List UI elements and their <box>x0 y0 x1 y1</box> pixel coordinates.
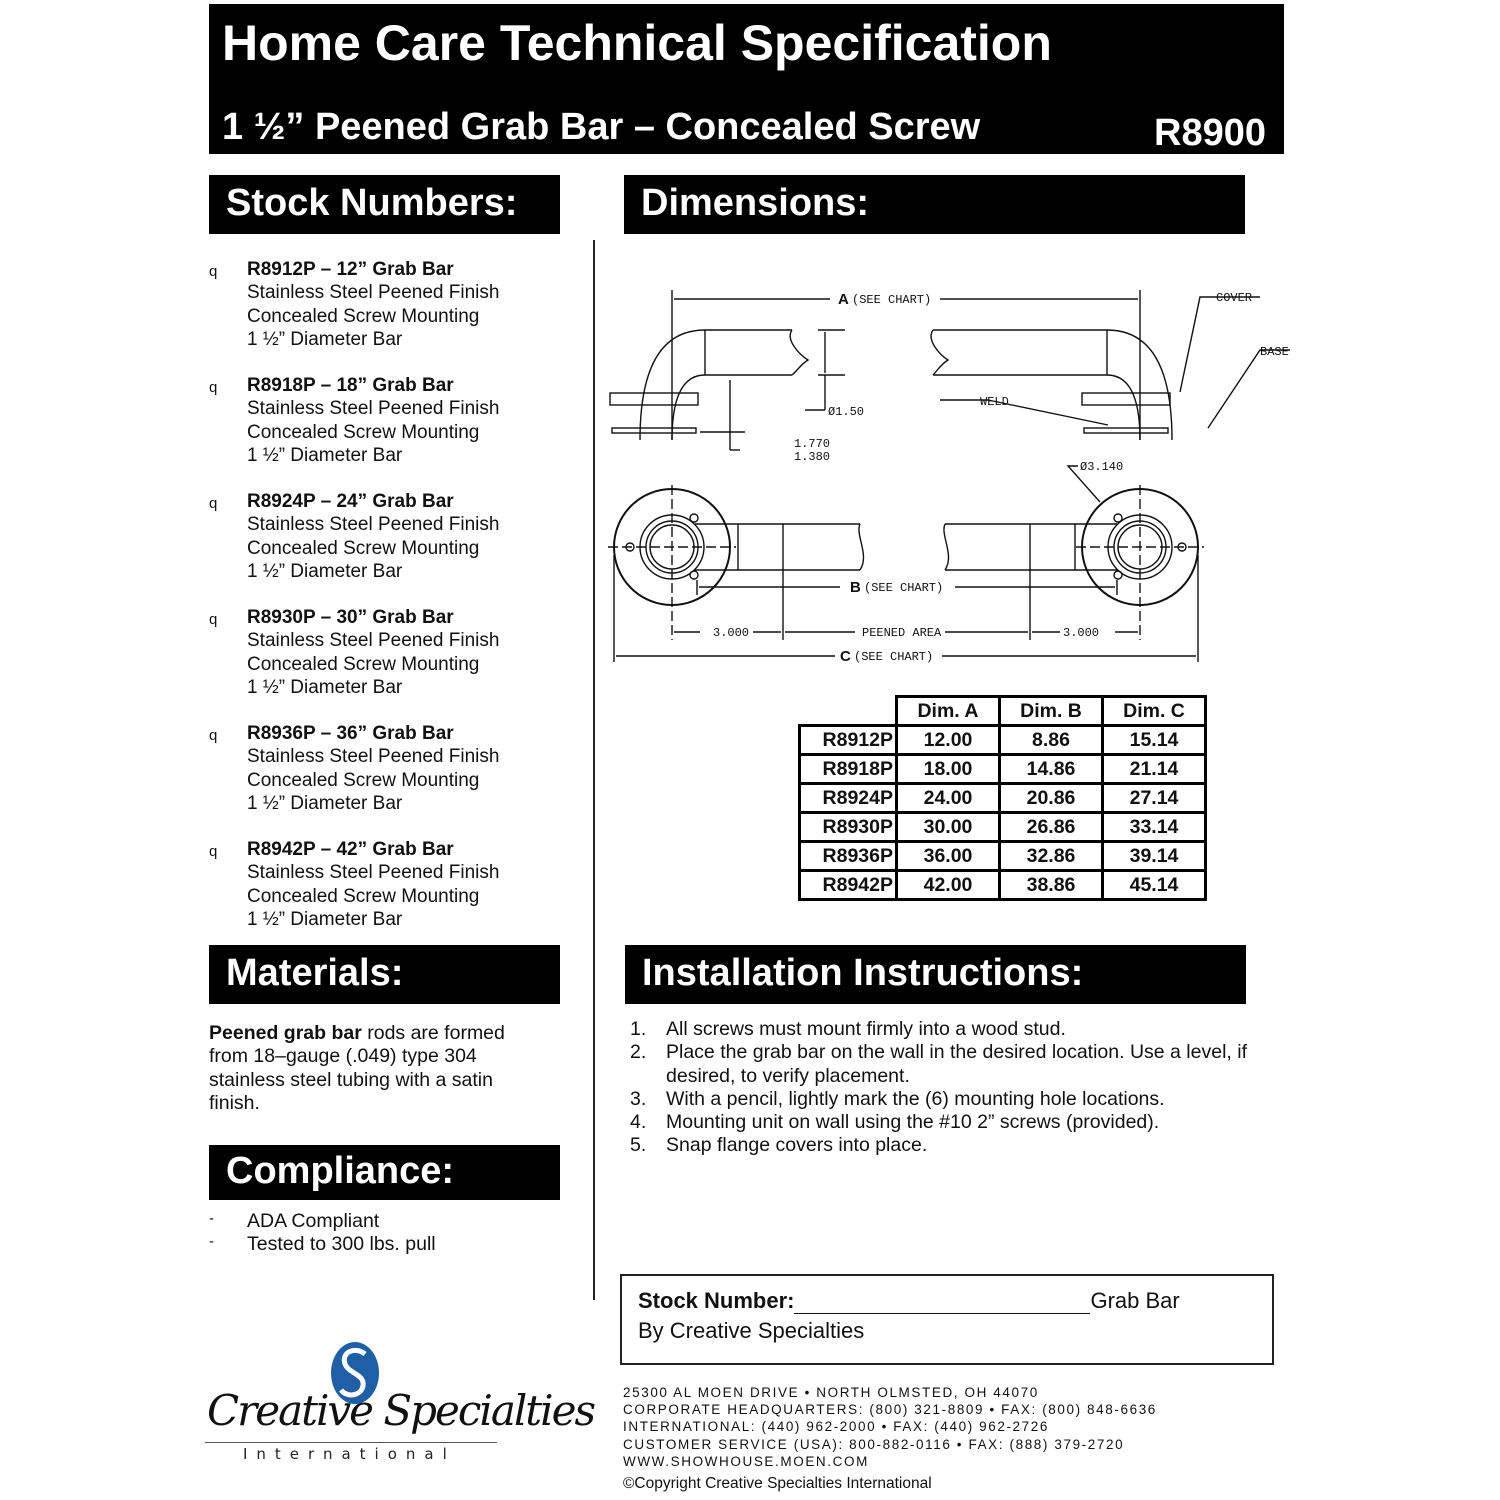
cell-dim-c: 27.14 <box>1103 784 1206 813</box>
website-link[interactable]: WWW.SHOWHOUSE.MOEN.COM <box>623 1453 869 1469</box>
cell-dim-a: 42.00 <box>897 871 1000 900</box>
dash-marker: - <box>209 1210 214 1227</box>
label-see-chart-b: (SEE CHART) <box>864 581 944 595</box>
step-text: Place the grab bar on the wall in the desired location. Use a level, if desired, to verify placement. <box>666 1041 1248 1087</box>
section-header-installation <box>625 945 1246 1004</box>
instruction-step <box>630 1111 1290 1134</box>
logo-rule <box>205 1442 497 1443</box>
materials-text: rods are formed from 18–gauge (.049) type 304 stainless steel tubing with a satin finish. <box>209 1022 505 1114</box>
stock-item-line: Stainless Steel Peened Finish <box>247 746 500 768</box>
step-number: 3. <box>630 1087 647 1110</box>
cell-dim-c: 39.14 <box>1103 842 1206 871</box>
cell-dim-a: 36.00 <box>897 842 1000 871</box>
stock-item-line: Stainless Steel Peened Finish <box>247 630 500 652</box>
step-text: With a pencil, lightly mark the (6) mounting hole locations. <box>666 1087 1165 1110</box>
bullet-marker: q <box>209 263 218 280</box>
instruction-step <box>630 1134 1290 1157</box>
cell-dim-a: 12.00 <box>897 726 1000 755</box>
stock-item-line: 1 ½” Diameter Bar <box>247 676 403 698</box>
instruction-step <box>630 1018 1290 1041</box>
column-divider <box>593 240 595 1300</box>
column-header: Dim. A <box>897 697 1000 726</box>
row-model: R8924P <box>800 784 897 813</box>
section-header-dimensions <box>624 175 1245 234</box>
step-number: 1. <box>630 1018 647 1040</box>
stock-item-line: 1 ½” Diameter Bar <box>247 908 403 930</box>
logo-wordmark: Creative Specialties <box>207 1386 595 1435</box>
label-a: A <box>838 291 849 308</box>
address-line: 25300 AL MOEN DRIVE • NORTH OLMSTED, OH 44070 <box>623 1385 1039 1400</box>
materials-lead: Peened grab bar <box>209 1022 362 1044</box>
row-model: R8942P <box>800 871 897 900</box>
cover-left <box>610 393 698 405</box>
cell-dim-b: 8.86 <box>1000 726 1103 755</box>
column-header: Dim. B <box>1000 697 1103 726</box>
label-peened-area: PEENED AREA <box>862 626 942 640</box>
section-header-compliance <box>209 1145 560 1200</box>
address-line: CORPORATE HEADQUARTERS: (800) 321-8809 • FAX: (800) 848-6636 <box>623 1402 1157 1418</box>
break-right <box>931 330 948 375</box>
document-title: Home Care Technical Specification <box>222 15 1052 71</box>
stock-item-line: 1 ½” Diameter Bar <box>247 792 403 814</box>
stock-item-title: R8936P – 36” Grab Bar <box>247 723 454 744</box>
step-number: 2. <box>630 1041 647 1064</box>
bar-inner-left <box>672 375 792 440</box>
stock-number-suffix: Grab Bar <box>1090 1288 1180 1313</box>
stock-item-line: Concealed Screw Mounting <box>247 885 480 907</box>
column-header: Dim. C <box>1103 697 1206 726</box>
bullet-marker: q <box>209 611 218 628</box>
cell-dim-b: 26.86 <box>1000 813 1103 842</box>
cell-dim-a: 24.00 <box>897 784 1000 813</box>
stock-item-title: R8918P – 18” Grab Bar <box>247 375 454 396</box>
bullet-marker: q <box>209 495 218 512</box>
stock-item-line: Stainless Steel Peened Finish <box>247 862 500 884</box>
cell-dim-b: 38.86 <box>1000 871 1103 900</box>
copyright: ©Copyright Creative Specialties International <box>623 1475 932 1492</box>
cell-dim-a: 30.00 <box>897 813 1000 842</box>
bar-outer-left <box>640 330 792 440</box>
address-line: CUSTOMER SERVICE (USA): 800-882-0116 • FAX: (888) 379-2720 <box>623 1436 1125 1452</box>
label-b: B <box>850 579 861 596</box>
label-c: C <box>840 648 851 665</box>
stock-number-field[interactable] <box>794 1293 1090 1314</box>
row-model: R8930P <box>800 813 897 842</box>
cell-dim-c: 33.14 <box>1103 813 1206 842</box>
company-logo <box>205 1338 595 1478</box>
document-header <box>209 4 1284 154</box>
section-title: Stock Numbers: <box>226 182 518 224</box>
cell-dim-a: 18.00 <box>897 755 1000 784</box>
stock-item-line: Stainless Steel Peened Finish <box>247 514 500 536</box>
step-number: 5. <box>630 1134 647 1157</box>
company-address <box>623 1384 1157 1470</box>
section-header-stock-numbers <box>209 175 560 234</box>
cell-dim-c: 15.14 <box>1103 726 1206 755</box>
stock-item-line: Concealed Screw Mounting <box>247 653 480 675</box>
logo-subtitle: International <box>243 1445 456 1463</box>
stock-item-line: 1 ½” Diameter Bar <box>247 328 403 350</box>
section-title: Materials: <box>226 952 404 994</box>
stock-item-title: R8912P – 12” Grab Bar <box>247 259 454 280</box>
row-model: R8936P <box>800 842 897 871</box>
break-left <box>790 330 808 375</box>
base-right <box>1084 428 1168 433</box>
step-text: All screws must mount firmly into a wood stud. <box>666 1018 1066 1040</box>
label-dia-bar: Ø1.50 <box>828 405 865 419</box>
label-height-2: 1.380 <box>794 450 831 464</box>
label-end-len-left: 3.000 <box>713 626 750 640</box>
stock-item-line: Concealed Screw Mounting <box>247 769 480 791</box>
cell-dim-b: 20.86 <box>1000 784 1103 813</box>
bar-inner-right <box>933 375 1140 440</box>
stock-number-box <box>620 1274 1274 1365</box>
stock-item-title: R8930P – 30” Grab Bar <box>247 607 454 628</box>
row-model: R8912P <box>800 726 897 755</box>
dimensions-table <box>798 695 1207 901</box>
model-code: R8900 <box>1154 112 1266 154</box>
cell-dim-c: 21.14 <box>1103 755 1206 784</box>
instruction-step <box>630 1088 1290 1111</box>
product-subtitle: 1 ½” Peened Grab Bar – Concealed Screw <box>222 106 981 148</box>
label-see-chart-a: (SEE CHART) <box>852 293 932 307</box>
stock-item-line: 1 ½” Diameter Bar <box>247 444 403 466</box>
stock-item-line: Concealed Screw Mounting <box>247 537 480 559</box>
table-row <box>800 842 1206 871</box>
step-text: Mounting unit on wall using the #10 2” screws (provided). <box>666 1111 1160 1134</box>
stock-item-line: 1 ½” Diameter Bar <box>247 560 403 582</box>
materials-paragraph <box>209 1022 539 1115</box>
stock-item-title: R8942P – 42” Grab Bar <box>247 839 454 860</box>
label-cover: COVER <box>1216 291 1253 305</box>
label-base: BASE <box>1260 345 1289 359</box>
section-title: Dimensions: <box>641 182 870 224</box>
installation-list <box>630 1018 1290 1158</box>
cell-dim-b: 14.86 <box>1000 755 1103 784</box>
label-end-len-right: 3.000 <box>1063 626 1100 640</box>
cell-dim-b: 32.86 <box>1000 842 1103 871</box>
section-title: Installation Instructions: <box>642 952 1084 994</box>
table-row <box>800 784 1206 813</box>
address-line: INTERNATIONAL: (440) 962-2000 • FAX: (440) 962-2726 <box>623 1419 1049 1435</box>
step-number: 4. <box>630 1111 647 1134</box>
table-row <box>800 813 1206 842</box>
stock-item-title: R8924P – 24” Grab Bar <box>247 491 454 512</box>
label-weld: WELD <box>980 395 1009 409</box>
compliance-text: Tested to 300 lbs. pull <box>247 1233 436 1255</box>
stock-item-line: Concealed Screw Mounting <box>247 305 480 327</box>
base-left <box>612 428 696 433</box>
by-line: By Creative Specialties <box>638 1318 865 1343</box>
label-dia-flange: Ø3.140 <box>1080 460 1124 474</box>
section-header-materials <box>209 945 560 1004</box>
stock-item-line: Concealed Screw Mounting <box>247 421 480 443</box>
cell-dim-c: 45.14 <box>1103 871 1206 900</box>
bullet-marker: q <box>209 379 218 396</box>
step-text: Snap flange covers into place. <box>666 1134 928 1157</box>
dash-marker: - <box>209 1233 214 1250</box>
bar-outer-right <box>933 330 1172 440</box>
row-model: R8918P <box>800 755 897 784</box>
table-row <box>800 871 1206 900</box>
label-height-1: 1.770 <box>794 437 831 451</box>
technical-drawing <box>600 270 1300 680</box>
stock-number-label: Stock Number: <box>638 1288 795 1313</box>
instruction-step <box>630 1041 1290 1088</box>
table-header-row <box>800 697 1206 726</box>
label-see-chart-c: (SEE CHART) <box>854 650 934 664</box>
section-title: Compliance: <box>226 1150 455 1192</box>
stock-item-line: Stainless Steel Peened Finish <box>247 282 500 304</box>
compliance-text: ADA Compliant <box>247 1210 380 1232</box>
bullet-marker: q <box>209 727 218 744</box>
cover-right <box>1082 393 1170 405</box>
table-row <box>800 755 1206 784</box>
stock-item-line: Stainless Steel Peened Finish <box>247 398 500 420</box>
bullet-marker: q <box>209 843 218 860</box>
table-row <box>800 726 1206 755</box>
